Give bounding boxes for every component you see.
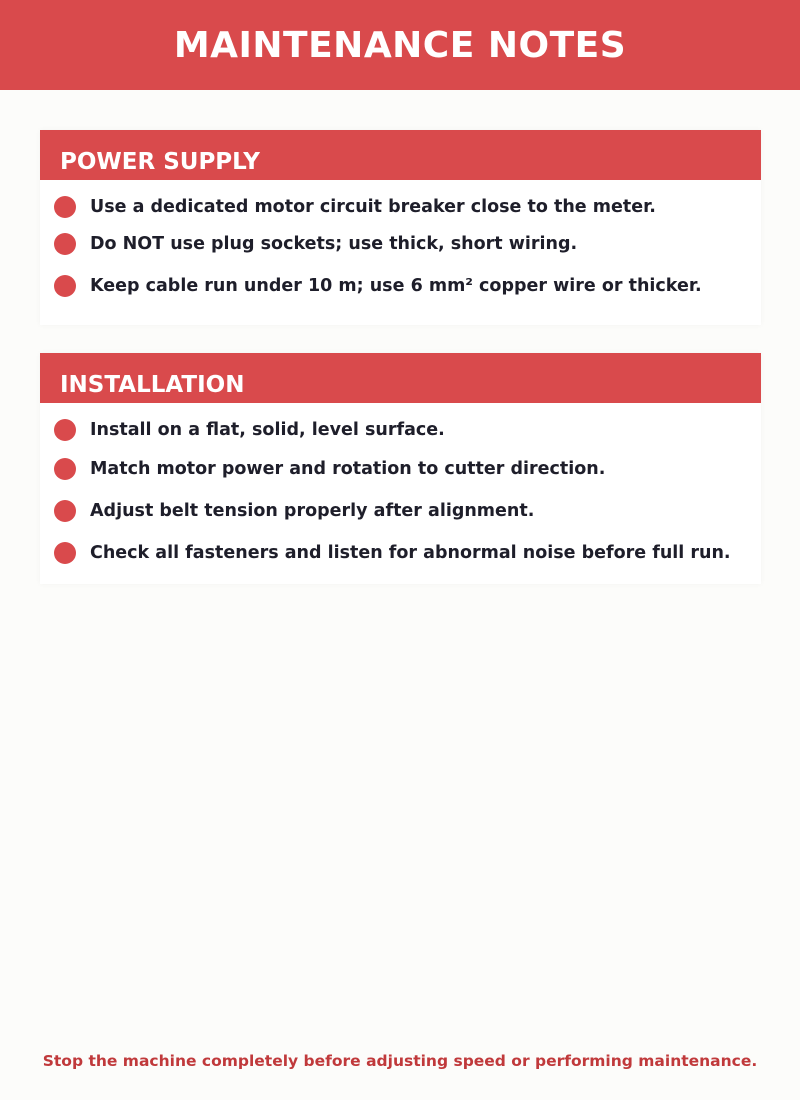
list-item-text: Keep cable run under 10 m; use 6 mm² copper wire or thicker. <box>90 276 702 296</box>
list-item-text: Use a dedicated motor circuit breaker close to the meter. <box>90 197 656 217</box>
section-power-supply <box>40 130 761 325</box>
list-item <box>54 275 702 297</box>
list-item <box>54 419 445 441</box>
bullet-icon <box>54 458 76 480</box>
list-item <box>54 233 577 255</box>
bullet-icon <box>54 196 76 218</box>
list-item <box>54 196 656 218</box>
list-item-text: Do NOT use plug sockets; use thick, short wiring. <box>90 234 578 254</box>
footer-warning: Stop the machine completely before adjusting speed or performing maintenance. <box>42 1052 758 1070</box>
list-item-text: Match motor power and rotation to cutter direction. <box>90 459 606 479</box>
bullet-icon <box>54 419 76 441</box>
section-header <box>40 353 761 403</box>
bullet-icon <box>54 500 76 522</box>
section-title: INSTALLATION <box>60 372 245 398</box>
list-item-text: Check all fasteners and listen for abnormal noise before full run. <box>90 543 731 563</box>
section-title: POWER SUPPLY <box>60 149 260 175</box>
page-header <box>0 0 800 90</box>
bullet-icon <box>54 275 76 297</box>
list-item <box>54 500 534 522</box>
bullet-icon <box>54 233 76 255</box>
section-installation <box>40 353 761 584</box>
list-item <box>54 542 731 564</box>
bullet-icon <box>54 542 76 564</box>
list-item-text: Install on a flat, solid, level surface. <box>90 420 445 440</box>
page-title: MAINTENANCE NOTES <box>173 24 627 66</box>
list-item-text: Adjust belt tension properly after alignment. <box>90 501 535 521</box>
list-item <box>54 458 605 480</box>
section-header <box>40 130 761 180</box>
